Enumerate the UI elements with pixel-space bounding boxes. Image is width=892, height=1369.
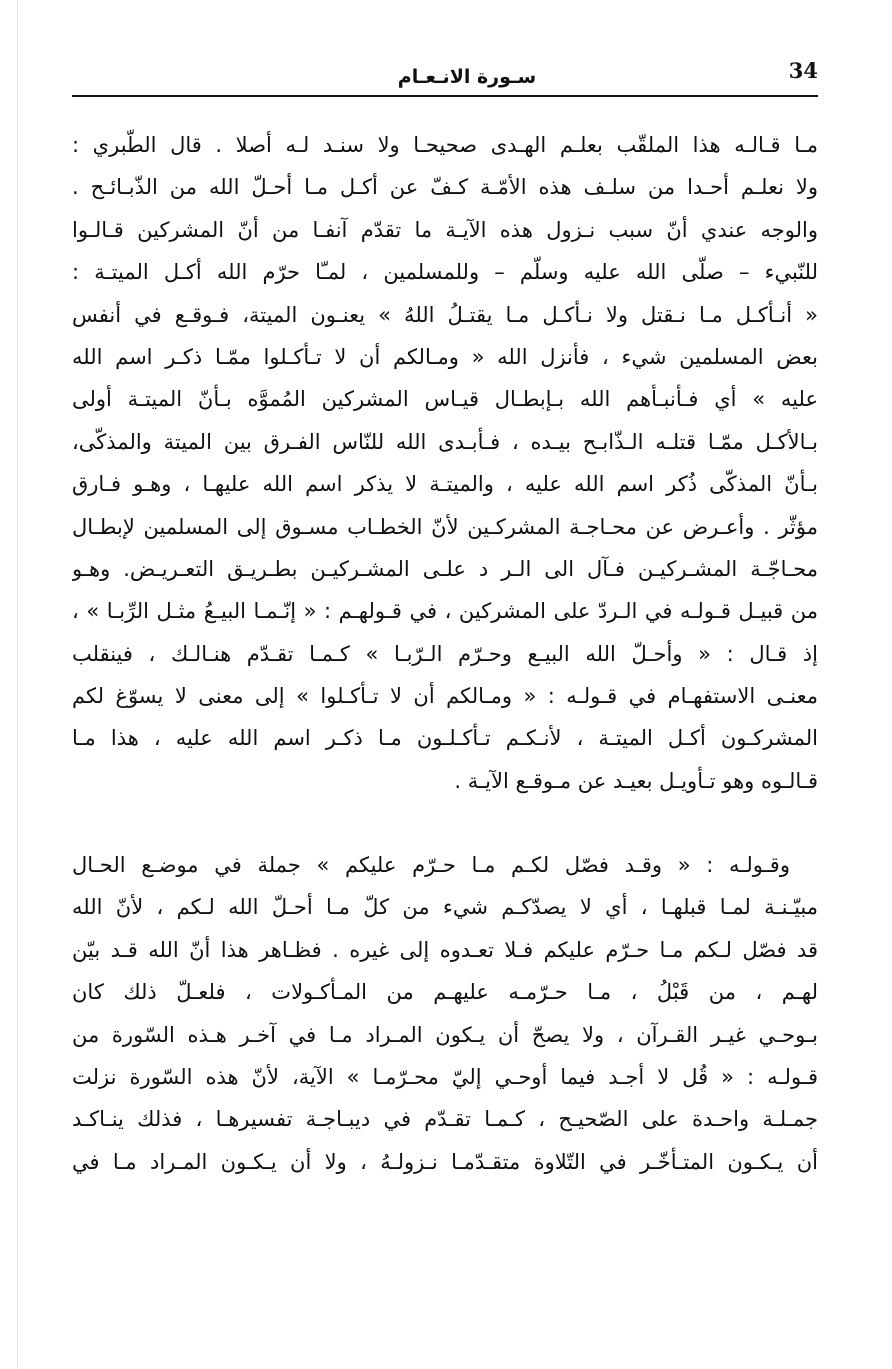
- text-line: عليه » أي فـأنبـأهم الله بـإبطـال قيـاس المشركين المُموَّه بـأنّ الميتـة أولى: [72, 387, 818, 412]
- text-line: من قبيـل قـولـه في الـردّ على المشركين ، في قـولهـم : « إنّـمـا البيـعُ مثـل الرِّبـا » ،: [72, 599, 818, 624]
- text-line: « أنـأكـل مـا نـقتل ولا نـأكـل مـا يقتـلُ اللهُ » يعنـون الميتة، فـوقـع في أنفس: [72, 302, 818, 327]
- text-line: قـالـوه وهو تـأويـل بعيـد عن مـوقـع الآيـة .: [454, 768, 818, 793]
- text-line: محـاجّـة المشـركيـن فـآل الى الـر د علـى المشـركيـن بطـريـق التعـريـض. وهـو: [72, 556, 818, 581]
- text-line: لهـم ، من قَبْلُ ، مـا حـرّمـه عليهـم من المـأكـولات ، فلعـلّ ذلك كان: [72, 980, 818, 1005]
- text-line: المشركـون أكـل الميتـة ، لأنـكـم تـأكـلـون مـا ذكـر اسم الله عليه ، هذا مـا: [72, 726, 818, 751]
- text-line: بـالأكـل ممّـا قتلـه الـذّابـح بيـده ، فـأبـدى الله للنّاس الفـرق بين الميتة والمذكّى،: [72, 429, 818, 454]
- text-line: بعض المسلمين شيء ، فأنزل الله « ومـالكم أن لا تـأكـلوا ممّـا ذكـر اسم الله: [72, 344, 818, 369]
- text-line: ولا نعلـم أحـدا من سلـف هذه الأمّـة كـفّ عن أكـل مـا أحـلّ الله من الذّبـائـح .: [72, 175, 818, 200]
- text-line: وقـولـه : « وقـد فصّل لكـم مـا حـرّم عليكم » جملة في موضـع الحـال: [72, 853, 790, 877]
- text-line: مـا قـالـه هذا الملقّب بعلـم الهـدى صحيحـا ولا سنـد لـه أصلا . قال الطّبري :: [72, 133, 818, 157]
- scan-edge-line: [17, 0, 18, 1369]
- text-line: مبيّـنـة لمـا قبلهـا ، أي لا يصدّكـم شيء من كلّ مـا أحـلّ الله لـكم ، لأنّ الله: [72, 895, 818, 920]
- text-line: للنّبيء – صلّى الله عليه وسلّم – وللمسلمين ، لمـّا حرّم الله أكـل الميتـة :: [72, 260, 818, 285]
- text-line: بـوحـي غيـر القـرآن ، ولا يصحّ أن يـكون المـراد مـا في آخـر هـذه السّورة من: [72, 1022, 818, 1047]
- text-line: إذ قـال : « وأحـلّ الله البيـع وحـرّم الـرّبـا » كـمـا تقـدّم هنـالـك ، فينقلب: [72, 641, 818, 666]
- paragraph-1: [72, 124, 818, 802]
- page-header: [72, 58, 818, 98]
- text-line: مؤثّر . وأعـرض عن محـاجـة المشركـين لأنّ الخطـاب مسـوق إلى المسلمين لإبطـال: [72, 514, 818, 539]
- text-line: أن يـكـون المتـأخّـر في التّلاوة متقـدّمـا نـزولـهُ ، ولا أن يـكـون المـراد مـا في: [72, 1149, 818, 1174]
- running-head: سـورة الانـعـام: [397, 66, 537, 88]
- text-line: معنـى الاستفهـام في قـولـه : « ومـالكم أن لا تـأكـلوا » إلى معنى لا يسوّغ لكم: [72, 684, 818, 709]
- header-rule: [72, 95, 818, 97]
- page-number: 34: [788, 58, 818, 83]
- text-line: بـأنّ المذكّى ذُكر اسم الله عليه ، والميتـة لا يذكر اسم الله عليهـا ، وهـو فـارق: [72, 472, 818, 497]
- paragraph-2: [72, 844, 818, 1183]
- text-line: والوجه عندي أنّ سبب نـزول هذه الآيـة ما تقدّم آنفـا من أنّ المشركين قـالـوا: [72, 217, 818, 242]
- text-line: قد فصّل لـكم مـا حـرّم عليكم فـلا تعـدوه إلى غيره . فظـاهر هذا أنّ الله قـد بيّن: [72, 937, 818, 962]
- text-line: جمـلـة واحـدة على الصّحيـح ، كـمـا تقـدّم في ديبـاجـة تفسيرهـا ، فذلك ينـاكـد: [72, 1107, 818, 1132]
- text-line: قـولـه : « قُل لا أجـد فيما أوحـي إليّ محـرّمـا » الآية، لأنّ هذه السّورة نزلت: [72, 1064, 818, 1089]
